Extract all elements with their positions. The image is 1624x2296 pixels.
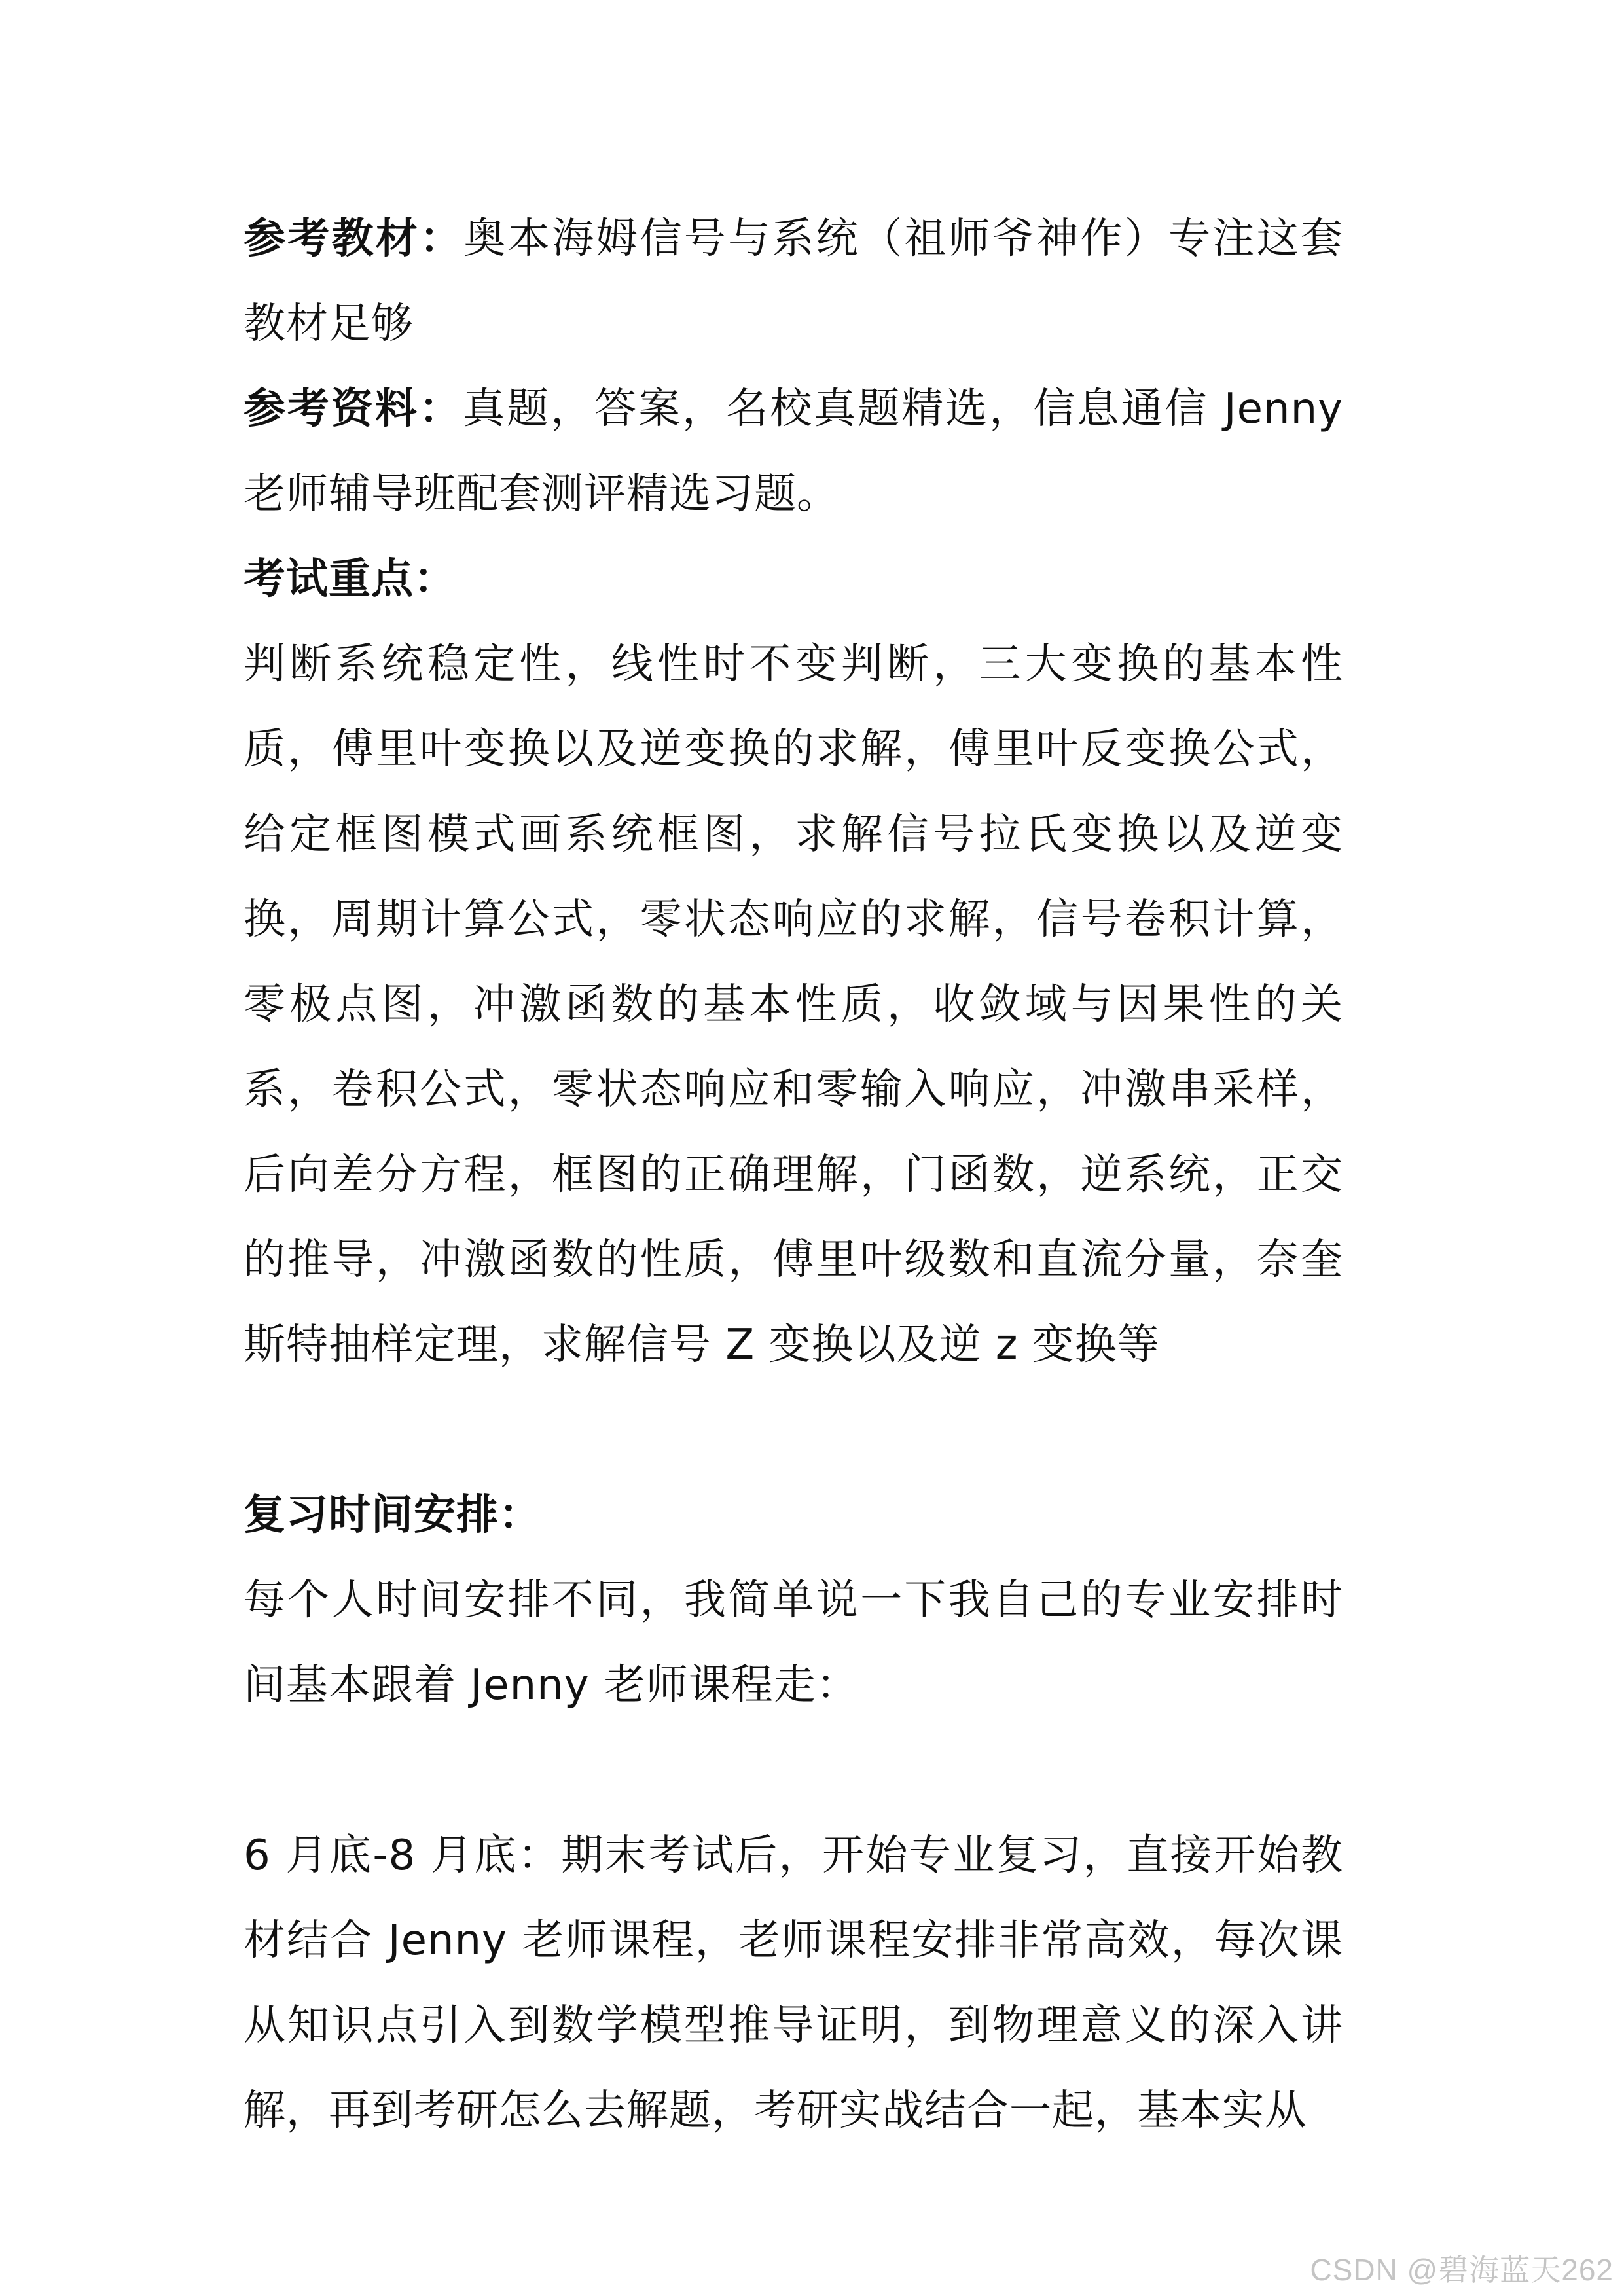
textbook-paragraph (244, 196, 1343, 367)
key-points-heading: 考试重点： (244, 555, 456, 603)
textbook-text: 奥本海姆信号与系统（祖师爷神作）专注这套教材足够 (244, 215, 1344, 348)
document-body (244, 196, 1343, 2153)
schedule-heading: 复习时间安排： (244, 1491, 541, 1539)
materials-label: 参考资料： (244, 385, 463, 433)
watermark: CSDN @碧海蓝天262 (1310, 2253, 1614, 2287)
schedule-intro: 每个人时间安排不同，我简单说一下我自己的专业安排时间基本跟着 Jenny 老师课程走： (244, 1576, 1343, 1710)
schedule-period: 6 月底-8 月底：期末考试后，开始专业复习，直接开始教材结合 Jenny 老师课程，老师课程安排非常高效，每次课从知识点引入到数学模型推导证明，到物理意义的深入讲解，再到考研怎么去解题，考研实战结合一起，基本实从 (244, 1831, 1343, 2135)
materials-text: 真题，答案，名校真题精选，信息通信 Jenny 老师辅导班配套测评精选习题。 (244, 385, 1344, 518)
materials-paragraph (244, 367, 1343, 537)
key-points-text: 判断系统稳定性，线性时不变判断，三大变换的基本性质，傅里叶变换以及逆变换的求解，傅里叶反变换公式，给定框图模式画系统框图，求解信号拉氏变换以及逆变换，周期计算公式，零状态响应的求解，信号卷积计算，零极点图，冲激函数的基本性质，收敛域与因果性的关系，卷积公式，零状态响应和零输入响应，冲激串采样，后向差分方程，框图的正确理解，门函数，逆系统，正交的推导，冲激函数的性质，傅里叶级数和直流分量，奈奎斯特抽样定理，求解信号 Z 变换以及逆 z 变换等 (244, 640, 1343, 1369)
textbook-label: 参考教材： (244, 215, 464, 263)
